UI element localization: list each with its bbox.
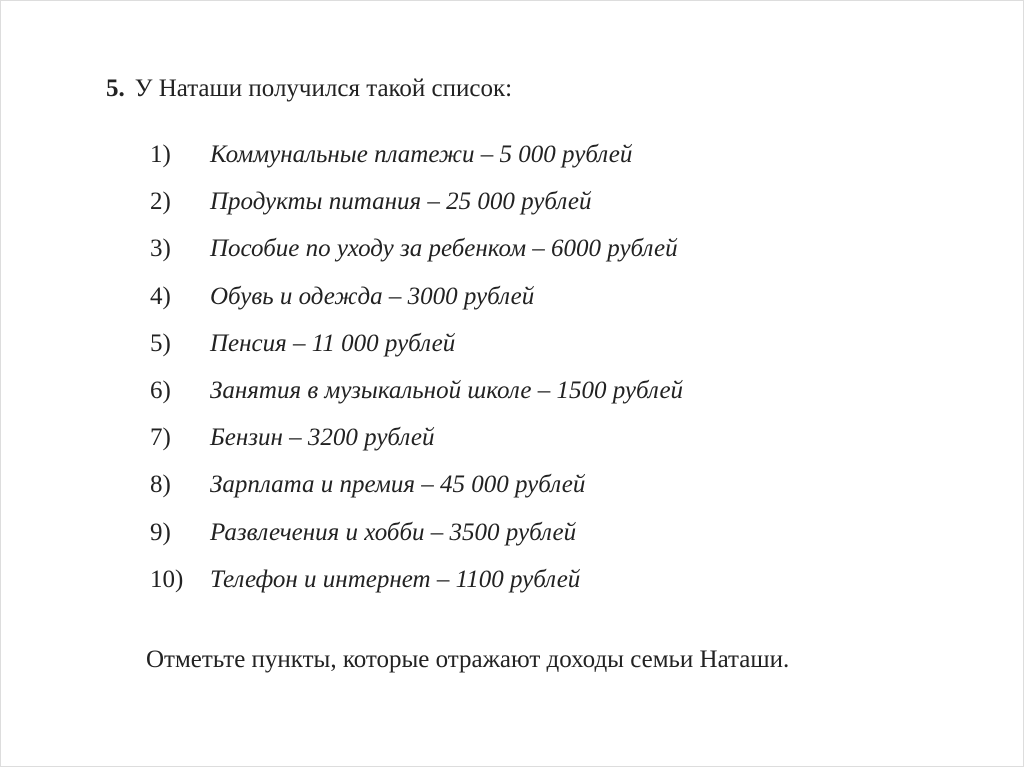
- list-item-number: 7): [150, 424, 171, 452]
- list-item: [150, 329, 683, 376]
- list-item-number: 1): [150, 141, 171, 168]
- list-item-text: Продукты питания – 25 000 рублей: [210, 188, 592, 216]
- list-item: [150, 140, 683, 187]
- list-item-number: 3): [150, 235, 171, 263]
- list-item: [150, 376, 683, 423]
- list-item-number: 2): [150, 188, 171, 216]
- list-item: [150, 234, 683, 281]
- list-item-text: Занятия в музыкальной школе – 1500 рублей: [210, 376, 684, 404]
- list-item: [150, 282, 683, 329]
- list-item-text: Пособие по уходу за ребенком – 6000 рублей: [210, 235, 678, 263]
- list-item: [150, 187, 683, 234]
- list-item-number: 10): [150, 565, 184, 593]
- list-item-number: 9): [150, 518, 171, 546]
- task-heading: [106, 74, 512, 104]
- list-item: [150, 470, 683, 517]
- list-item-text: Телефон и интернет – 1100 рублей: [210, 565, 581, 593]
- expense-income-list: [150, 140, 683, 612]
- list-item-text: Коммунальные платежи – 5 000 рублей: [210, 141, 633, 168]
- list-item-number: 6): [150, 376, 171, 404]
- task-intro: У Наташи получился такой список:: [134, 75, 513, 102]
- list-item-number: 8): [150, 471, 171, 499]
- task-number: 5.: [106, 75, 125, 102]
- task-question: Отметьте пункты, которые отражают доходы семьи Наташи.: [146, 646, 790, 673]
- list-item: [150, 423, 683, 470]
- list-item-text: Обувь и одежда – 3000 рублей: [210, 282, 535, 310]
- list-item-text: Пенсия – 11 000 рублей: [210, 329, 456, 357]
- list-item-number: 5): [150, 329, 171, 357]
- list-item-text: Зарплата и премия – 45 000 рублей: [210, 471, 586, 499]
- list-item-text: Развлечения и хобби – 3500 рублей: [210, 518, 577, 546]
- list-item: [150, 565, 683, 612]
- list-item: [150, 518, 683, 565]
- list-item-text: Бензин – 3200 рублей: [210, 424, 435, 452]
- list-item-number: 4): [150, 282, 171, 310]
